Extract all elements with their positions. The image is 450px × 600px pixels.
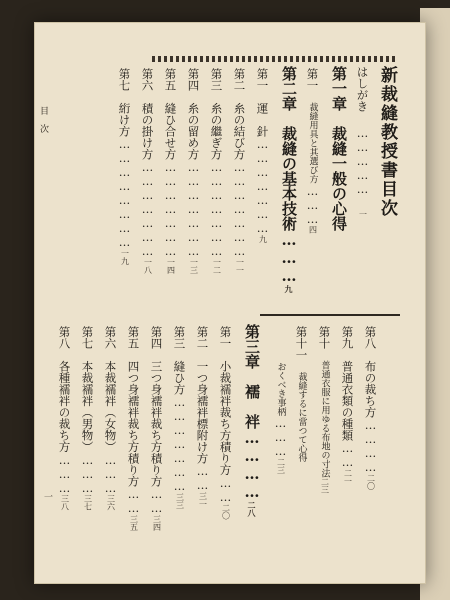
toc-entry-ch2-3: 第三 糸の繼ぎ方…………………一二 [209,68,224,274]
book-title: 新裁縫教授書目次 [377,66,397,218]
toc-entry-ch1-1: 第一 裁縫用具と其選び方………四 [305,68,320,234]
chapter-2-page: 九 [284,285,294,293]
toc-preface [356,66,368,314]
chapter-1-title: 裁縫一般の心得 [330,126,348,231]
toc-entry-ch2-5: 第五 縫ひ合せ方…………………一四 [163,68,178,274]
toc-entry-ch3-2: 第二 一つ身襦袢標附け方……三一 [195,326,210,508]
toc-entry-ch3-3: 第三 縫ひ方…………………三三 [172,326,187,509]
book-page [34,22,426,584]
chapter-3-heading: 第三章 襦 袢…………二八 [243,324,261,517]
toc-entry-ch2-2: 第二 糸の結び方…………………一一 [232,68,247,274]
toc-entry-ch3-6: 第六 本裁襦袢（女物）………三六 [103,326,118,511]
toc-entry-ch2-11: 第十一 裁縫するに當つて心得 [294,326,309,462]
leader-dots: …………… [355,126,370,196]
toc-entry-ch3-4: 第四 三つ身襦袢裁ち方積り方……三四 [149,326,164,531]
toc-entry-ch2-1: 第一 運 針…………………九 [255,68,270,243]
wavy-rule [152,56,398,62]
section-divider [260,314,400,316]
toc-entry-ch2-6: 第六 積の掛け方…………………一八 [140,68,155,274]
toc-entry-ch2-11-cont: おくべき事柄………二三 [273,362,288,474]
toc-entry-ch3-1: 第一 小裁襦袢裁ち方積り方……二〇 [218,326,233,520]
toc-entry-ch3-5: 第五 四つ身襦袢裁ち方積り方……三五 [126,326,141,531]
chapter-1-heading [331,66,346,231]
toc-entry-ch3-7: 第七 本裁襦袢（男物）………三七 [80,326,95,511]
page-number: 一 [42,492,52,501]
running-head: 目 次 [38,106,48,133]
entry-title: 裁縫用具と其選び方 [307,102,318,184]
chapter-2-label: 第二章 [280,66,298,111]
toc-entry-ch2-7: 第七 絎け方……………………一九 [117,68,132,265]
preface-page: 一 [358,210,368,218]
entry-num: 第一 [305,68,320,91]
chapter-2-title: 裁縫の基本技術 [280,126,298,231]
toc-entry-ch2-9: 第九 普通衣類の種類……二一 [340,326,355,485]
preface-label: はしがき [355,66,370,112]
chapter-2-heading: 第二章 裁縫の基本技術………九 [280,66,298,293]
toc-entry-ch3-8: 第八 各種襦袢の裁ち方………三八 [57,326,72,511]
chapter-1-label: 第一章 [330,66,348,111]
toc-entry-ch2-10: 第十 普通衣服に用ゆる布地の寸法二三 [317,326,332,494]
entry-page: 四 [308,225,318,234]
toc-entry-ch2-4: 第四 糸の留め方…………………一三 [186,68,201,274]
toc-entry-ch2-8: 第八 布の裁ち方…………二〇 [363,326,378,490]
